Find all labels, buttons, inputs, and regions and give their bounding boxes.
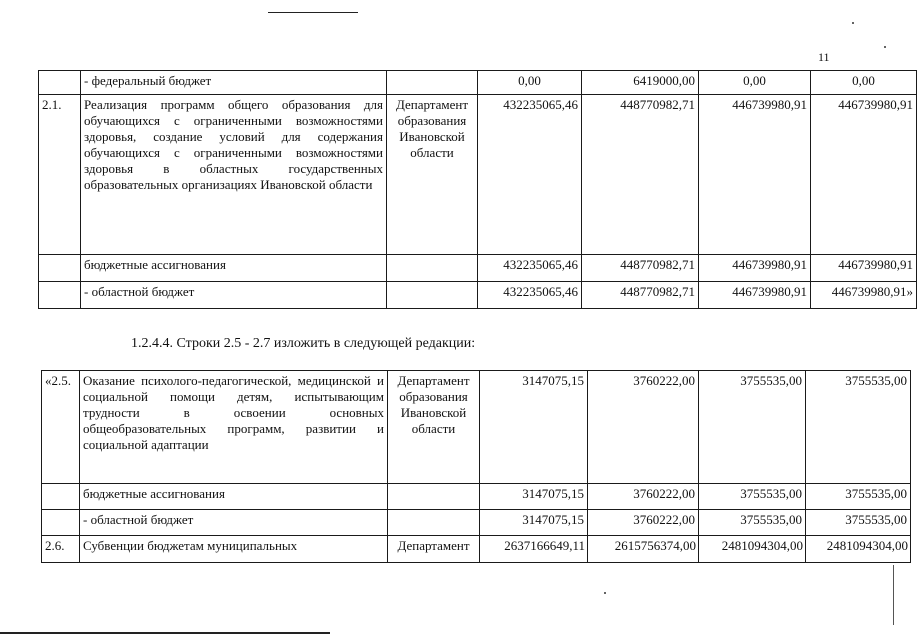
bottom-rule — [0, 632, 330, 634]
value-cell: 446739980,91 — [811, 95, 917, 255]
value-cell: 3147075,15 — [480, 510, 588, 536]
value-cell: 448770982,71 — [582, 95, 699, 255]
value-cell: 6419000,00 — [582, 71, 699, 95]
top-rule — [268, 12, 358, 13]
budget-table-2 — [41, 370, 911, 563]
row-department: Департамент образования Ивановской области — [387, 95, 478, 255]
row-department — [388, 484, 480, 510]
row-name: Оказание психолого-педагогической, медицинской и социальной помощи детям, испытывающим трудности в освоении основных общеобразовательных программ, развитии и социальной адаптации — [80, 371, 388, 484]
value-cell: 432235065,46 — [478, 282, 582, 309]
row-number: «2.5. — [42, 371, 80, 484]
value-cell: 3760222,00 — [588, 484, 699, 510]
row-number — [39, 255, 81, 282]
table-row — [42, 536, 911, 563]
scan-edge-line — [893, 565, 894, 625]
row-name: - федеральный бюджет — [81, 71, 387, 95]
value-cell: 446739980,91 — [699, 282, 811, 309]
value-cell: 448770982,71 — [582, 255, 699, 282]
row-department: Департамент — [388, 536, 480, 563]
row-number: 2.1. — [39, 95, 81, 255]
value-cell: 3755535,00 — [699, 371, 806, 484]
row-number — [39, 282, 81, 309]
value-cell: 448770982,71 — [582, 282, 699, 309]
row-department: Департамент образования Ивановской области — [388, 371, 480, 484]
value-cell: 2481094304,00 — [699, 536, 806, 563]
table-row — [42, 484, 911, 510]
table-row — [39, 95, 917, 255]
row-name: бюджетные ассигнования — [80, 484, 388, 510]
value-cell: 3755535,00 — [806, 484, 911, 510]
value-cell: 3147075,15 — [480, 371, 588, 484]
value-cell: 0,00 — [811, 71, 917, 95]
row-department — [387, 71, 478, 95]
value-cell: 2481094304,00 — [806, 536, 911, 563]
table-row — [42, 371, 911, 484]
row-number — [42, 484, 80, 510]
row-department — [387, 282, 478, 309]
value-cell: 3760222,00 — [588, 510, 699, 536]
value-cell: 3755535,00 — [806, 371, 911, 484]
scan-speck — [852, 22, 854, 24]
value-cell: 446739980,91 — [699, 95, 811, 255]
amendment-paragraph: 1.2.4.4. Строки 2.5 - 2.7 изложить в следующей редакции: — [131, 336, 476, 351]
row-name: - областной бюджет — [80, 510, 388, 536]
value-cell: 432235065,46 — [478, 95, 582, 255]
row-name: Субвенции бюджетам муниципальных — [80, 536, 388, 563]
table-row — [42, 510, 911, 536]
value-cell: 446739980,91» — [811, 282, 917, 309]
value-cell: 446739980,91 — [699, 255, 811, 282]
value-cell: 3147075,15 — [480, 484, 588, 510]
scan-speck — [604, 592, 606, 594]
page-number: 11 — [818, 50, 830, 64]
value-cell: 432235065,46 — [478, 255, 582, 282]
value-cell: 2637166649,11 — [480, 536, 588, 563]
budget-table-1 — [38, 70, 917, 309]
row-department — [388, 510, 480, 536]
row-number: 2.6. — [42, 536, 80, 563]
table-row — [39, 255, 917, 282]
value-cell: 3755535,00 — [806, 510, 911, 536]
value-cell: 446739980,91 — [811, 255, 917, 282]
value-cell: 3760222,00 — [588, 371, 699, 484]
scan-speck — [884, 46, 886, 48]
row-number — [42, 510, 80, 536]
value-cell: 3755535,00 — [699, 510, 806, 536]
value-cell: 0,00 — [478, 71, 582, 95]
value-cell: 2615756374,00 — [588, 536, 699, 563]
row-name: Реализация программ общего образования для обучающихся с ограниченными возможностями здоровья, создание условий для содержания обучающихся с ограниченными возможностями здоровья в областных государственных образовательных организациях Ивановской области — [81, 95, 387, 255]
value-cell: 0,00 — [699, 71, 811, 95]
table-row — [39, 71, 917, 95]
row-name: бюджетные ассигнования — [81, 255, 387, 282]
table-row — [39, 282, 917, 309]
row-name: - областной бюджет — [81, 282, 387, 309]
row-department — [387, 255, 478, 282]
value-cell: 3755535,00 — [699, 484, 806, 510]
row-number — [39, 71, 81, 95]
